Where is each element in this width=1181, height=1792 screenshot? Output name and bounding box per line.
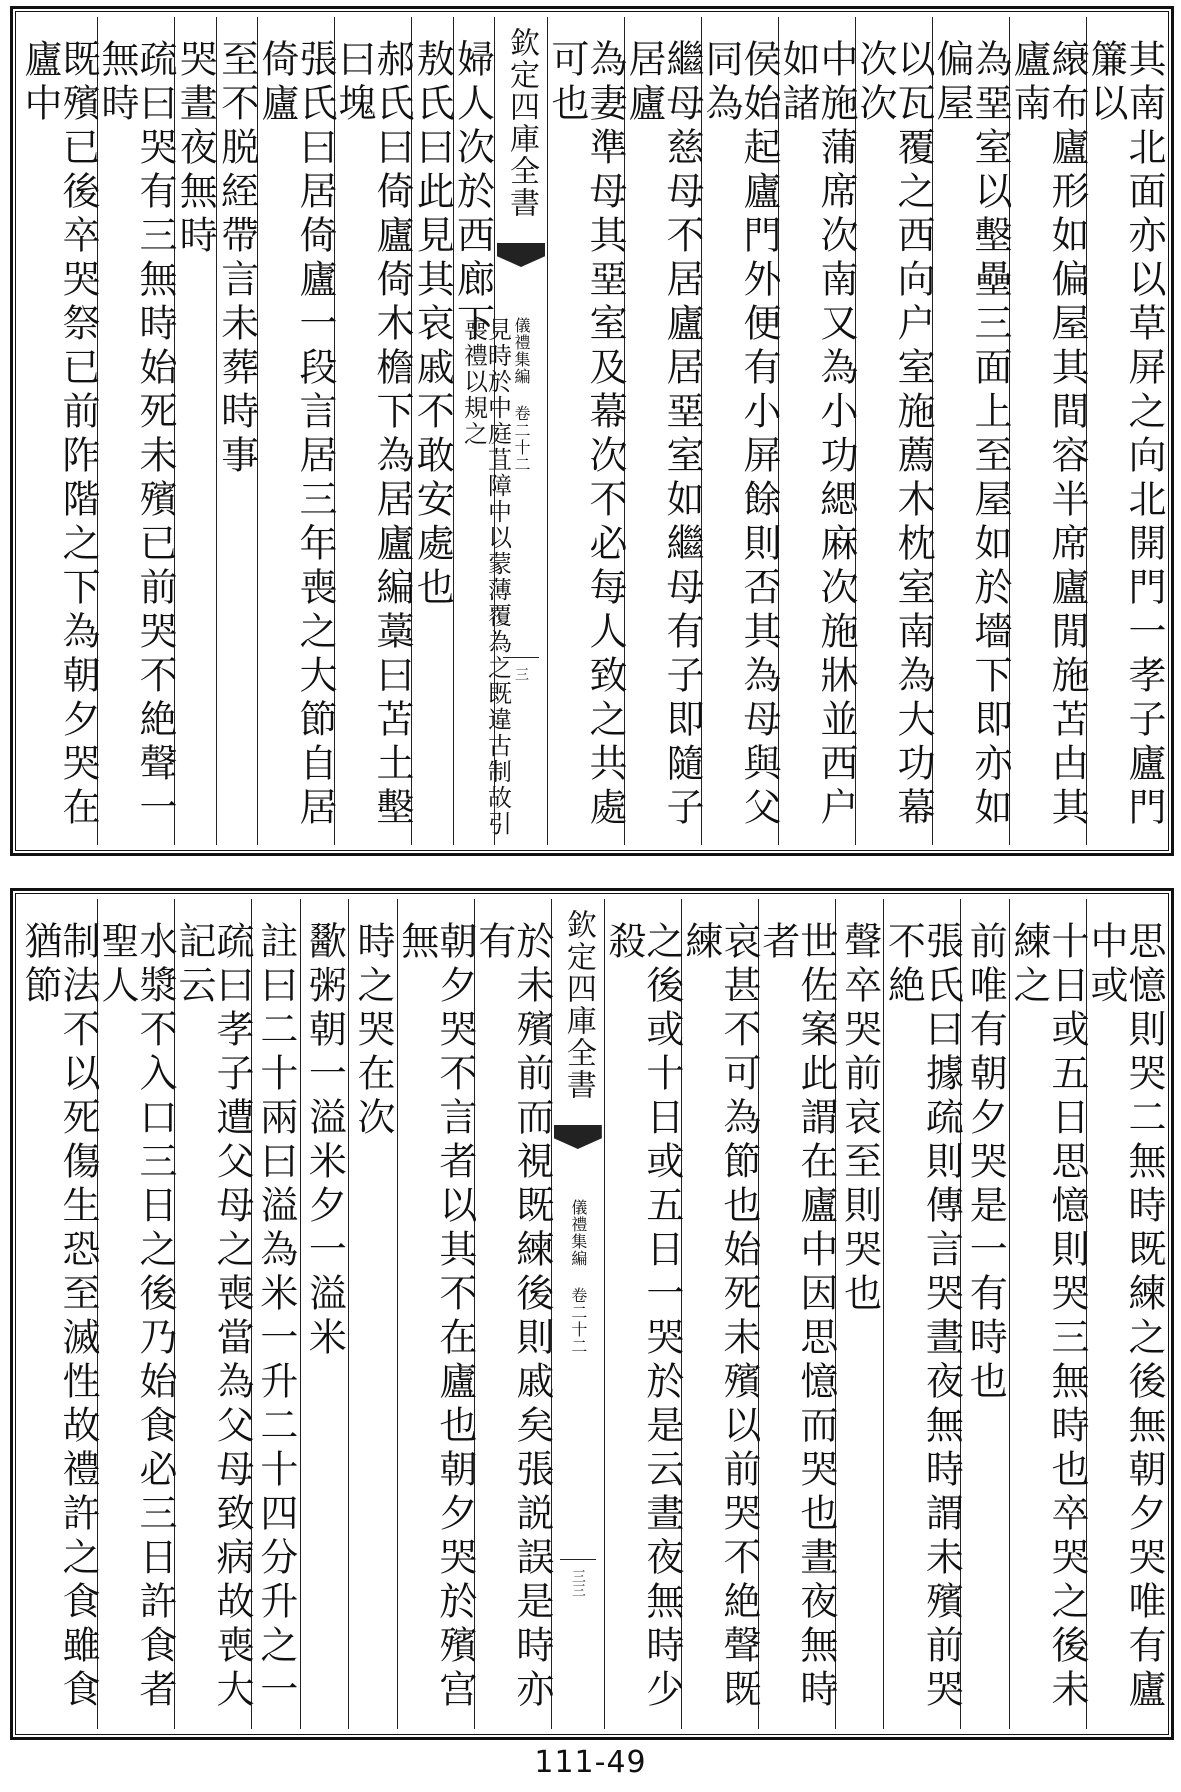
- text-column: [95, 899, 178, 1729]
- column-text: 疏曰哭有三無時始死未殯已前哭不絶聲一無時: [95, 39, 177, 831]
- column-text: 聲卒哭前哀至則哭也: [837, 921, 882, 1317]
- text-column: [853, 17, 935, 845]
- banner-rule: [560, 1559, 596, 1560]
- column-text: 世佐案此謂在廬中因思憶而哭也晝夜無時者: [755, 921, 838, 1713]
- text-column: [174, 17, 216, 845]
- text-column: [678, 899, 761, 1729]
- text-column: [622, 17, 704, 845]
- text-column: [95, 17, 177, 845]
- banner-volume: 儀禮集編 卷二十二: [512, 317, 531, 473]
- column-text: 為堊室以墼壘三面上至屋如於墻下即亦如偏屋: [930, 39, 1012, 831]
- top-page-frame: [10, 6, 1174, 856]
- text-column: [255, 17, 337, 845]
- column-text: 哀甚不可為節也始死未殯以前哭不絶聲既練: [678, 921, 761, 1713]
- text-column: [172, 899, 255, 1729]
- column-text: 中施蒲席次南又為小功緦麻次施牀並西户如諸: [776, 39, 858, 831]
- text-column: [450, 17, 512, 845]
- text-column: [394, 899, 477, 1729]
- column-text: 註曰二十兩曰溢為米一升二十四分升之一: [253, 921, 298, 1713]
- column-text: 十日或五日思憶則哭三無時也卒哭之後未練之: [1007, 921, 1089, 1713]
- column-text: 之後或十日或五日一哭於是云晝夜無時少殺: [601, 921, 684, 1713]
- column-text: 至不脱絰帶言未葬時事: [214, 39, 259, 479]
- column-text: 思憶則哭二無時既練之後無朝夕哭唯有廬中或: [1084, 921, 1166, 1713]
- text-column: [699, 17, 781, 845]
- text-column: [601, 899, 684, 1729]
- text-column: [332, 17, 414, 845]
- text-column: [251, 899, 300, 1729]
- fishtail-ornament: [554, 1125, 602, 1149]
- bottom-page-columns: [18, 899, 1166, 1729]
- text-column: [755, 899, 838, 1729]
- text-column: [471, 899, 554, 1729]
- text-column: [18, 899, 101, 1729]
- banner-volume: 儀禮集編 卷二十二: [568, 1199, 588, 1355]
- column-text: 婦人次於西廊下: [450, 39, 495, 347]
- bottom-page-frame: [10, 888, 1174, 1740]
- text-column: [216, 17, 258, 845]
- text-column: [881, 899, 964, 1729]
- column-text: 以瓦覆之西向户室施薦木枕室南為大功幕次次: [853, 39, 935, 831]
- footer-page-number: 111-49: [534, 1745, 647, 1780]
- column-text: 疏曰孝子遭父母之喪當為父母致病故喪大記云: [172, 921, 255, 1713]
- column-text: 縗布廬形如偏屋其間容半席廬閒施苫甴其廬南: [1007, 39, 1089, 831]
- text-column: [1084, 899, 1166, 1729]
- column-text: 前唯有朝夕哭是一有時也: [963, 921, 1008, 1405]
- column-text: 繼母慈母不居廬居堊室如繼母有子即隨子居廬: [622, 39, 704, 831]
- text-column: [411, 17, 453, 845]
- text-column: [300, 899, 349, 1729]
- small-note: 見時於中庭苴障中以蒙薄覆為之既違古制故引喪禮以規之: [459, 317, 512, 837]
- column-text: 既殯已後卒哭祭已前阼階之下為朝夕哭在廬中: [18, 39, 100, 831]
- column-text: 張氏曰居倚廬一段言居三年喪之大節自居倚廬: [255, 39, 337, 831]
- center-banner: [551, 899, 604, 1729]
- column-text: 其南北面亦以草屏之向北開門一孝子廬門簾以: [1084, 39, 1166, 831]
- column-text: 歠粥朝一溢米夕一溢米: [302, 921, 347, 1361]
- column-text: 時之哭在次: [351, 921, 396, 1141]
- column-text: 侯始起廬門外便有小屏餘則否其為母與父同為: [699, 39, 781, 831]
- text-column: [835, 899, 884, 1729]
- column-text: 哭晝夜無時: [173, 39, 218, 259]
- column-text: 郝氏曰倚廬倚木檐下為居廬編藁曰苫土墼曰塊: [332, 39, 414, 831]
- column-text: 水漿不入口三日之後乃始食必三日許食者聖人: [95, 921, 178, 1713]
- text-column: [1084, 17, 1166, 845]
- text-column: [348, 899, 397, 1729]
- column-text: 為妻準母其堊室及幕次不必每人致之共處可也: [545, 39, 627, 831]
- column-text: 於未殯前而視既練後則戚矣張説誤是時亦有: [471, 921, 554, 1713]
- column-text: 敖氏曰此見其哀戚不敢安處也: [410, 39, 455, 611]
- text-column: [930, 17, 1012, 845]
- banner-title: 欽定四庫全書: [560, 909, 596, 1101]
- column-text: 張氏曰據疏則傳言哭晝夜無時謂未殯前哭不絶: [881, 921, 964, 1713]
- text-column: [960, 899, 1009, 1729]
- text-column: [18, 17, 100, 845]
- text-column: [776, 17, 858, 845]
- banner-title: 欽定四庫全書: [504, 27, 539, 219]
- banner-page-number: 三: [513, 667, 529, 681]
- banner-page-number: 三三: [569, 1569, 586, 1597]
- text-column: [1007, 899, 1089, 1729]
- column-text: 朝夕哭不言者以其不在廬也朝夕哭於殯宫無: [394, 921, 477, 1713]
- top-page-columns: [18, 17, 1166, 845]
- text-column: [1007, 17, 1089, 845]
- text-column: [545, 17, 627, 845]
- fishtail-ornament: [497, 243, 545, 267]
- column-text: 制法不以死傷生恐至滅性故禮許之食雖食猶節: [18, 921, 101, 1713]
